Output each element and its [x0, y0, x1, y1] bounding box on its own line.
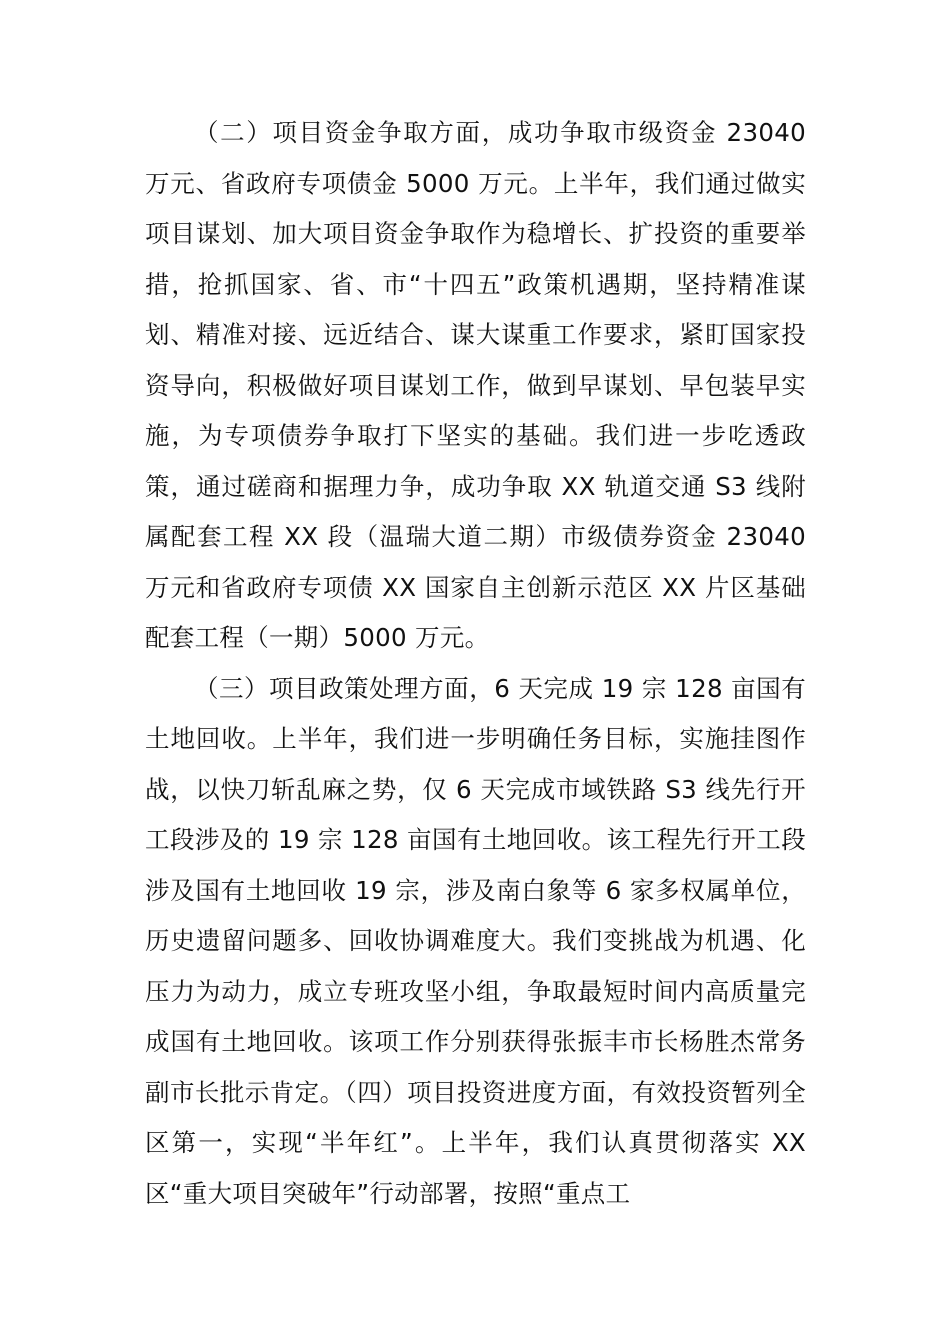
paragraph-funding: （二）项目资金争取方面，成功争取市级资金 23040 万元、省政府专项债金 5000 万元。上半年，我们通过做实项目谋划、加大项目资金争取作为稳增长、扩投资的重要举措，抢抓国家、省、市“十四五”政策机遇期，坚持精准谋划、精准对接、远近结合、谋大谋重工作要求，紧盯国家投资导向，积极做好项目谋划工作，做到早谋划、早包装早实施，为专项债券争取打下坚实的基础。我们进一步吃透政策，通过磋商和据理力争，成功争取 XX 轨道交通 S3 线附属配套工程 XX 段（温瑞大道二期）市级债券资金 23040 万元和省政府专项债 XX 国家自主创新示范区 XX 片区基础配套工程（一期）5000 万元。 [145, 118, 806, 652]
document-body [145, 108, 806, 1219]
paragraph-land-recovery: （三）项目政策处理方面，6 天完成 19 宗 128 亩国有土地回收。上半年，我们进一步明确任务目标，实施挂图作战，以快刀斩乱麻之势，仅 6 天完成市域铁路 S3 线先行开工段涉及的 19 宗 128 亩国有土地回收。该工程先行开工段涉及国有土地回收 19 宗，涉及南白象等 6 家多权属单位，历史遗留问题多、回收协调难度大。我们变挑战为机遇、化压力为动力，成立专班攻坚小组，争取最短时间内高质量完成国有土地回收。该项工作分别获得张振丰市长杨胜杰常务副市长批示肯定。（四）项目投资进度方面，有效投资暂列全区第一，实现“半年红”。上半年，我们认真贯彻落实 XX 区“重大项目突破年”行动部署，按照“重点工 [145, 673, 806, 1208]
